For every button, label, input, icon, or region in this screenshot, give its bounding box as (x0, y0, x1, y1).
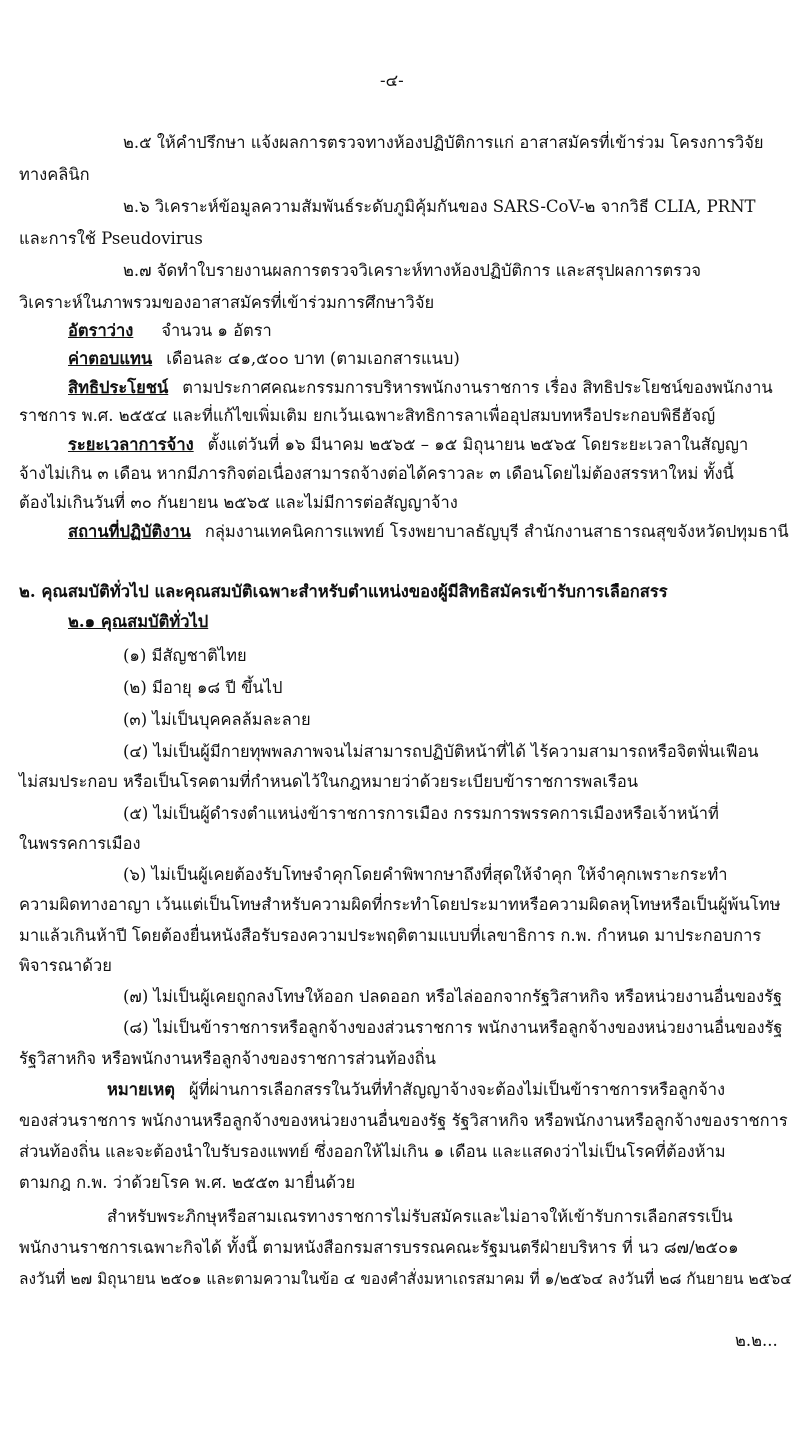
period-line-2: จ้างไม่เกิน ๓ เดือน หากมีภารกิจต่อเนื่องสามารถจ้างต่อได้คราวละ ๓ เดือนโดยไม่ต้องสรรหาใหม่ ทั้งนี้ (19, 464, 734, 483)
qualification-6-line-2: ความผิดทางอาญา เว้นแต่เป็นโทษสำหรับความผิดที่กระทำโดยประมาทหรือความผิดลหุโทษหรือเป็นผู้พ้นโทษ (19, 895, 781, 914)
pay-label: ค่าตอบแทน (68, 349, 153, 368)
note-line-3: ส่วนท้องถิ่น และจะต้องนำใบรับรองแพทย์ ซึ่งออกให้ไม่เกิน ๑ เดือน และแสดงว่าไม่เป็นโรคที่ต้องห้าม (19, 1142, 726, 1161)
qualification-6-line-3: มาแล้วเกินห้าปี โดยต้องยื่นหนังสือรับรองความประพฤติตามแบบที่เลขาธิการ ก.พ. กำหนด มาประกอบการ (19, 926, 762, 945)
workplace-label: สถานที่ปฏิบัติงาน (68, 522, 191, 541)
item-2-6-line-1: ๒.๖ วิเคราะห์ข้อมูลความสัมพันธ์ระดับภูมิคุ้มกันของ SARS-CoV-๒ จากวิธี CLIA, PRNT (123, 197, 756, 216)
vacancy-row (68, 320, 272, 342)
qualification-5-line-1: (๕) ไม่เป็นผู้ดำรงตำแหน่งข้าราชการการเมือง กรรมการพรรคการเมืองหรือเจ้าหน้าที่ (123, 804, 719, 823)
workplace-value: กลุ่มงานเทคนิคการแพทย์ โรงพยาบาลธัญบุรี สำนักงานสาธารณสุขจังหวัดปทุมธานี (204, 522, 789, 541)
period-label: ระยะเวลาการจ้าง (68, 435, 194, 454)
page-number: -๔- (380, 71, 404, 90)
item-2-5-line-1: ๒.๕ ให้คำปรึกษา แจ้งผลการตรวจทางห้องปฏิบัติการแก่ อาสาสมัครที่เข้าร่วม โครงการวิจัย (123, 133, 764, 152)
note-line-2: ของส่วนราชการ พนักงานหรือลูกจ้างของหน่วยงานอื่นของรัฐ รัฐวิสาหกิจ หรือพนักงานหรือลูกจ้างของราชการ (19, 1111, 788, 1130)
qualification-2: (๒) มีอายุ ๑๘ ปี ขึ้นไป (123, 678, 283, 697)
qualification-5-line-2: ในพรรคการเมือง (19, 834, 141, 853)
benefit-line-1: ตามประกาศคณะกรรมการบริหารพนักงานราชการ เรื่อง สิทธิประโยชน์ของพนักงาน (182, 378, 773, 397)
benefit-line-2: ราชการ พ.ศ. ๒๕๕๔ และที่แก้ไขเพิ่มเติม ยกเว้นเฉพาะสิทธิการลาเพื่ออุปสมบทหรือประกอบพิธีฮัจญ์ (19, 406, 716, 425)
qualification-6-line-1: (๖) ไม่เป็นผู้เคยต้องรับโทษจำคุกโดยคำพิพากษาถึงที่สุดให้จำคุก ให้จำคุกเพราะกระทำ (123, 865, 728, 884)
workplace-row (68, 521, 789, 543)
section-2-heading: ๒. คุณสมบัติทั่วไป และคุณสมบัติเฉพาะสำหรับตำแหน่งของผู้มีสิทธิสมัครเข้ารับการเลือกสรร (19, 582, 668, 601)
period-line-1: ตั้งแต่วันที่ ๑๖ มีนาคม ๒๕๖๕ – ๑๕ มิถุนายน ๒๕๖๕ โดยระยะเวลาในสัญญา (207, 435, 749, 454)
note-line-4: ตามกฎ ก.พ. ว่าด้วยโรค พ.ศ. ๒๕๕๓ มายื่นด้วย (19, 1173, 356, 1192)
vacancy-label: อัตราว่าง (68, 321, 134, 340)
section-2-1-heading: ๒.๑ คุณสมบัติทั่วไป (68, 612, 209, 631)
qualification-4-line-1: (๔) ไม่เป็นผู้มีกายทุพพลภาพจนไม่สามารถปฏิบัติหน้าที่ได้ ไร้ความสามารถหรือจิตฟั่นเฟือน (123, 742, 759, 761)
monk-line-3: ลงวันที่ ๒๗ มิถุนายน ๒๕๐๑ และตามความในข้อ ๔ ของคำสั่งมหาเถรสมาคม ที่ ๑/๒๕๖๔ ลงวันที่ ๒๘ กันยายน ๒๕๖๔ (19, 1270, 792, 1288)
qualification-3: (๓) ไม่เป็นบุคคลล้มละลาย (123, 710, 311, 729)
item-2-5-line-2: ทางคลินิก (19, 165, 90, 184)
monk-line-2: พนักงานราชการเฉพาะกิจได้ ทั้งนี้ ตามหนังสือกรมสารบรรณคณะรัฐมนตรีฝ่ายบริหาร ที่ นว ๘๗/๒๕๐๑ (19, 1238, 739, 1257)
item-2-7-line-1: ๒.๗ จัดทำใบรายงานผลการตรวจวิเคราะห์ทางห้องปฏิบัติการ และสรุปผลการตรวจ (123, 261, 702, 280)
vacancy-value: จำนวน ๑ อัตรา (161, 321, 272, 340)
qualification-8-line-2: รัฐวิสาหกิจ หรือพนักงานหรือลูกจ้างของราชการส่วนท้องถิ่น (19, 1049, 436, 1068)
pay-value: เดือนละ ๔๑,๕๐๐ บาท (ตามเอกสารแนบ) (166, 349, 460, 368)
benefit-label: สิทธิประโยชน์ (68, 378, 169, 397)
note-line-1: ผู้ที่ผ่านการเลือกสรรในวันที่ทำสัญญาจ้างจะต้องไม่เป็นข้าราชการหรือลูกจ้าง (188, 1080, 726, 1099)
monk-line-1: สำหรับพระภิกษุหรือสามเณรทางราชการไม่รับสมัครและไม่อาจให้เข้ารับการเลือกสรรเป็น (107, 1207, 733, 1226)
item-2-6-line-2: และการใช้ Pseudovirus (19, 229, 203, 248)
qualification-1: (๑) มีสัญชาติไทย (123, 646, 247, 665)
qualification-6-line-4: พิจารณาด้วย (19, 956, 112, 975)
qualification-8-line-1: (๘) ไม่เป็นข้าราชการหรือลูกจ้างของส่วนราชการ พนักงานหรือลูกจ้างของหน่วยงานอื่นของรัฐ (123, 1018, 783, 1037)
item-2-7-line-2: วิเคราะห์ในภาพรวมของอาสาสมัครที่เข้าร่วมการศึกษาวิจัย (19, 293, 435, 312)
benefit-row (68, 377, 773, 399)
qualification-7: (๗) ไม่เป็นผู้เคยถูกลงโทษให้ออก ปลดออก หรือไล่ออกจากรัฐวิสาหกิจ หรือหน่วยงานอื่นของรัฐ (123, 987, 783, 1006)
note-row (107, 1079, 725, 1101)
note-label: หมายเหตุ (107, 1080, 175, 1099)
period-line-3: ต้องไม่เกินวันที่ ๓๐ กันยายน ๒๕๖๕ และไม่มีการต่อสัญญาจ้าง (19, 493, 458, 512)
qualification-4-line-2: ไม่สมประกอบ หรือเป็นโรคตามที่กำหนดไว้ในกฎหมายว่าด้วยระเบียบข้าราชการพลเรือน (19, 772, 639, 791)
period-row (68, 434, 748, 456)
pay-row (68, 348, 460, 370)
continued-marker: ๒.๒... (735, 1331, 778, 1350)
